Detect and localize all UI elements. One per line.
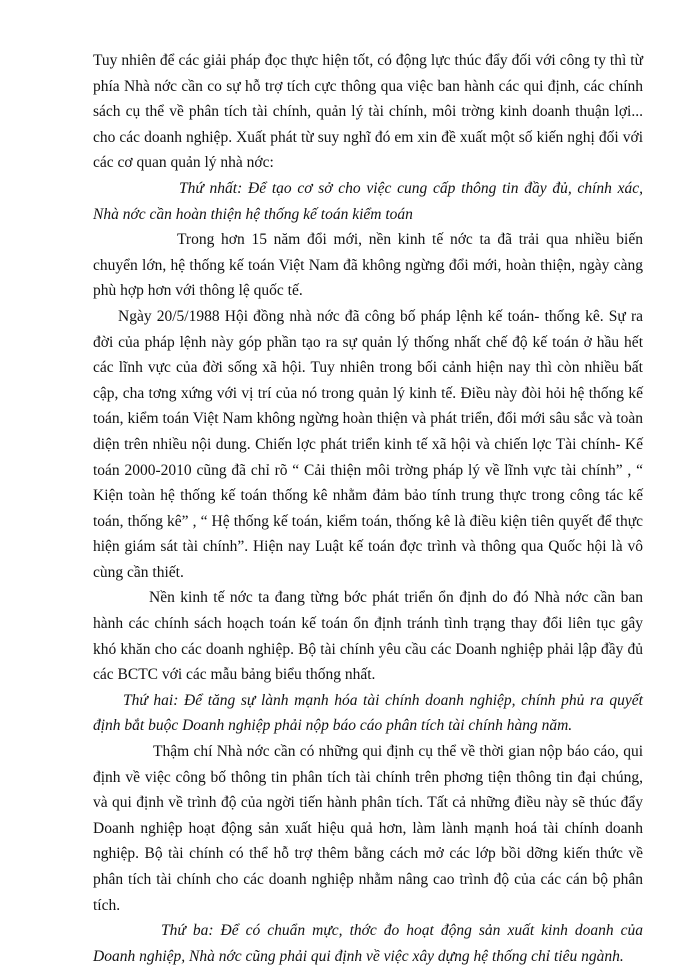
paragraph-reform: Trong hơn 15 năm đổi mới, nền kinh tế nớc ta đã trải qua nhiều biến chuyển lớn, hệ thống kế toán Việt Nam đã không ngừng đổi mới, hoàn thiện, ngày càng phù hợp hơn với thông lệ quốc tế. <box>93 231 643 300</box>
paragraph-intro: Tuy nhiên để các giải pháp đọc thực hiện tốt, có động lực thúc đẩy đối với công ty thì từ phía Nhà nớc cần co sự hỗ trợ tích cực thông qua việc ban hành các qui định, các chính sách cụ thể về phân tích tài chính, quản lý tài chính, môi trờng kinh doanh thuận lợi... cho các doanh nghiệp. Xuất phát từ suy nghĩ đó em xin đề xuất một số kiến nghị đối với các cơ quan quản lý nhà nớc: <box>93 52 643 172</box>
heading-third-recommendation: Thứ ba: Để có chuẩn mực, thớc đo hoạt động sản xuất kinh doanh của Doanh nghiệp, Nhà nớc cũng phải qui định về việc xây dựng hệ thống chỉ tiêu ngành. <box>93 922 643 965</box>
heading-first-recommendation: Thứ nhất: Để tạo cơ sở cho việc cung cấp thông tin đầy đủ, chính xác, Nhà nớc cần hoàn thiện hệ thống kế toán kiểm toán <box>93 179 643 223</box>
heading-second-recommendation: Thứ hai: Để tăng sự lành mạnh hóa tài chính doanh nghiệp, chính phủ ra quyết định bắt buộc Doanh nghiệp phải nộp báo cáo phân tích tài chính hàng năm. <box>93 691 643 735</box>
paragraph-accounting-law: Ngày 20/5/1988 Hội đồng nhà nớc đã công bố pháp lệnh kế toán- thống kê. Sự ra đời của pháp lệnh này góp phần tạo ra sự quản lý thống nhất chế độ kế toán ở hầu hết các lĩnh vực của đời sống xã hội. Tuy nhiên trong bối cảnh hiện nay thì còn nhiều bất cập, cha tơng xứng với vị trí của nó trong quản lý kinh tế. Điều này đòi hỏi hệ thống kế toán, kiểm toán Việt Nam không ngừng hoàn thiện và phát triển, đổi mới sâu sắc và toàn diện trên nhiều nội dung. Chiến lợc phát triển kinh tế xã hội và chiến lợc Tài chính- Kế toán 2000-2010 cũng đã chỉ rõ “ Cải thiện môi trờng pháp lý về lĩnh vực tài chính” , “ Kiện toàn hệ thống kế toán thống kê nhằm đảm bảo tính trung thực trong công tác kế toán, thống kê” , “ Hệ thống kế toán, kiểm toán, thống kê là điều kiện tiên quyết để thực hiện giám sát tài chính”. Hiện nay Luật kế toán đợc trình và thông qua Quốc hội là vô cùng cần thiết. <box>93 307 643 581</box>
paragraph-regulations: Thậm chí Nhà nớc cần có những qui định cụ thể về thời gian nộp báo cáo, qui định về việc công bố thông tin phân tích tài chính trên phơng tiện thông tin đại chúng, và qui định về trình độ của ngời tiến hành phân tích. Tất cả những điều này sẽ thúc đẩy Doanh nghiệp hoạt động sản xuất hiệu quả hơn, làm lành mạnh hoá tài chính doanh nghiệp. Bộ tài chính có thể hỗ trợ thêm bằng cách mở các lớp bồi dỡng kiến thức về phân tích tài chính cho các doanh nghiệp nhằm nâng cao trình độ của các cán bộ phân tích. <box>93 743 643 914</box>
paragraph-economy: Nền kinh tế nớc ta đang từng bớc phát triển ổn định do đó Nhà nớc cần ban hành các chính sách hoạch toán kế toán ổn định tránh tình trạng thay đổi liên tục gây khó khăn cho các doanh nghiệp. Bộ tài chính yêu cầu các Doanh nghiệp phải lập đầy đủ các BCTC với các mẫu bảng biểu thống nhất. <box>93 589 643 684</box>
document-body <box>93 48 643 969</box>
